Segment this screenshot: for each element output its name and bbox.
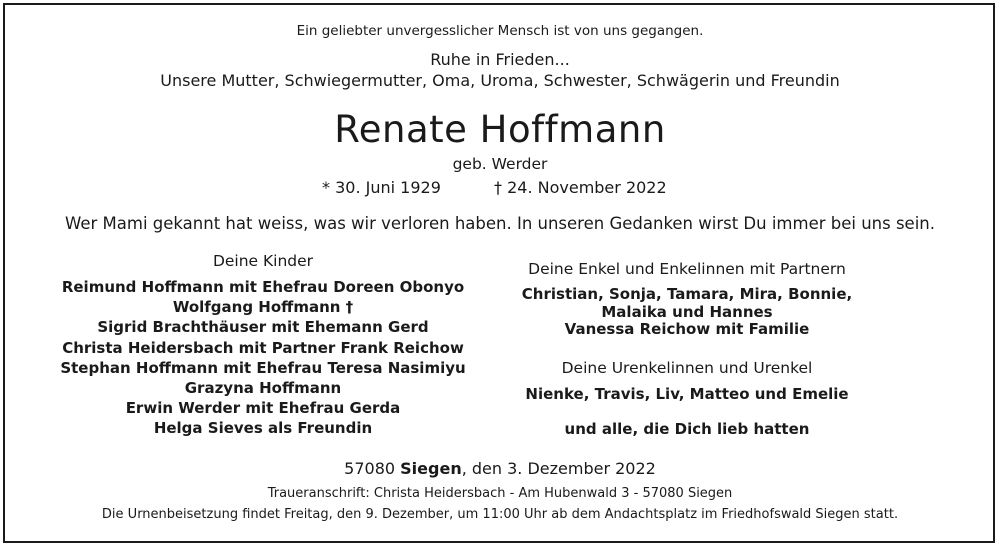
children-heading: Deine Kinder — [212, 252, 314, 270]
child-name: Erwin Werder mit Ehefrau Gerda — [125, 399, 401, 418]
child-name: Christa Heidersbach mit Partner Frank Reichow — [62, 338, 464, 357]
intro-text: Ein geliebter unvergesslicher Mensch ist von uns gegangen. — [296, 23, 704, 39]
birth-name: geb. Werder — [452, 155, 548, 173]
deceased-name: Renate Hoffmann — [334, 108, 666, 151]
great-grandchildren-names: Nienke, Travis, Liv, Matteo und Emelie — [525, 385, 849, 403]
child-name: Grazyna Hoffmann — [184, 379, 342, 398]
child-name: Helga Sieves als Freundin — [153, 419, 373, 438]
grandchildren-heading: Deine Enkel und Enkelinnen mit Partnern — [528, 260, 846, 278]
great-grandchildren-heading: Deine Urenkelinnen und Urenkel — [561, 359, 813, 377]
place-date-line — [0, 459, 1000, 478]
funeral-info: Die Urnenbeisetzung findet Freitag, den 9. Dezember, um 11:00 Uhr ab dem Andachtsplatz im Friedhofswald Siegen statt. — [101, 507, 899, 522]
birth-date: * 30. Juni 1929 — [322, 178, 441, 197]
closing-text: und alle, die Dich lieb hatten — [564, 420, 810, 438]
city-name: Siegen — [400, 459, 462, 478]
child-name: Stephan Hoffmann mit Ehefrau Teresa Nasimiyu — [60, 358, 466, 377]
mourning-address: Traueranschrift: Christa Heidersbach - Am Hubenwald 3 - 57080 Siegen — [267, 486, 733, 501]
zip-code: 57080 — [344, 459, 396, 478]
child-name: Sigrid Brachthäuser mit Ehemann Gerd — [97, 318, 429, 337]
grandchild-line: Malaika und Hannes — [601, 302, 773, 321]
grandchild-line: Christian, Sonja, Tamara, Mira, Bonnie, — [521, 285, 853, 303]
rip-text: Ruhe in Frieden... — [430, 50, 570, 69]
announcement-date: , den 3. Dezember 2022 — [461, 459, 656, 478]
grandchildren-names — [512, 286, 862, 339]
grandchild-line: Vanessa Reichow mit Familie — [564, 320, 810, 338]
child-name: Wolfgang Hoffmann † — [172, 298, 354, 317]
relations-text: Unsere Mutter, Schwiegermutter, Oma, Uroma, Schwester, Schwägerin und Freundin — [160, 71, 840, 90]
memorial-quote: Wer Mami gekannt hat weiss, was wir verloren haben. In unseren Gedanken wirst Du immer bei uns sein. — [65, 214, 935, 233]
death-date: † 24. November 2022 — [494, 178, 667, 197]
children-section — [40, 251, 486, 439]
child-name: Reimund Hoffmann mit Ehefrau Doreen Obonyo — [61, 278, 465, 296]
